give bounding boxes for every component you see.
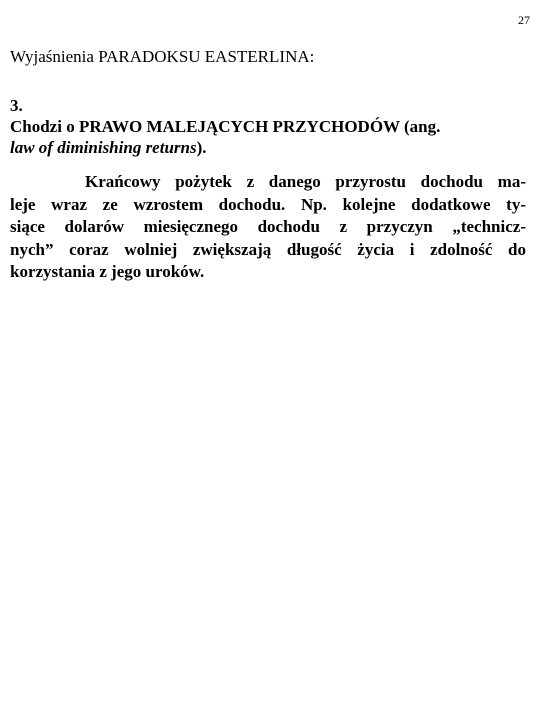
paragraph-line: korzystania z jego uroków. [10, 262, 205, 281]
paragraph-line: siące dolarów miesięcznego dochodu z przyczyn „technicz- [10, 217, 526, 236]
section-intro [10, 116, 530, 158]
intro-term: law of diminishing returns [10, 138, 197, 157]
section-number: 3. [10, 96, 23, 115]
paragraph-line: Krańcowy pożytek z danego przyrostu dochodu ma- [85, 172, 526, 191]
section-block [10, 95, 530, 158]
intro-prefix: Chodzi o PRAWO MALEJĄCYCH PRZYCHODÓW (ang. [10, 117, 441, 136]
intro-suffix: ). [196, 138, 207, 157]
page-heading: Wyjaśnienia PARADOKSU EASTERLINA: [10, 47, 315, 66]
page-number: 27 [518, 13, 530, 27]
paragraph-line: nych” coraz wolniej zwiększają długość życia i zdolność do [10, 239, 526, 259]
paragraph-line: leje wraz ze wzrostem dochodu. Np. kolejne dodatkowe ty- [10, 194, 526, 214]
body-paragraph [10, 171, 526, 284]
